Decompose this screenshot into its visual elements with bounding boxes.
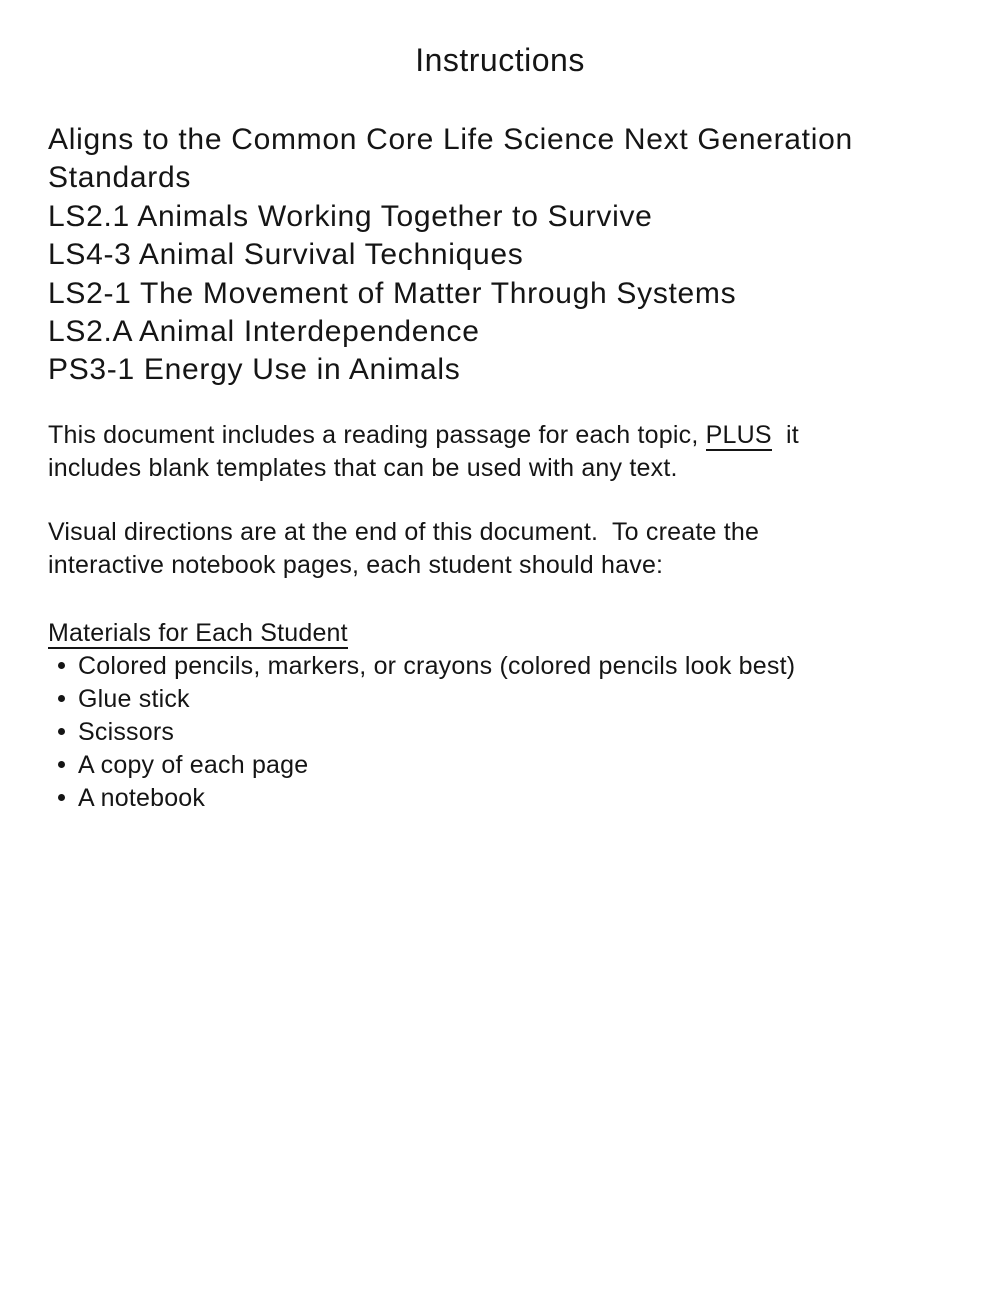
intro-paragraph-line: includes blank templates that can be used with any text. (48, 454, 678, 482)
list-item-text: A copy of each page (78, 751, 309, 779)
intro-paragraph (48, 419, 960, 485)
list-item-text: Scissors (78, 718, 175, 746)
list-item-text: Colored pencils, markers, or crayons (colored pencils look best) (78, 652, 796, 680)
list-item (48, 650, 960, 683)
standards-line: Standards (48, 161, 192, 195)
directions-paragraph (48, 516, 960, 582)
list-item (48, 683, 960, 716)
materials-heading-line (48, 617, 960, 650)
standards-line: LS2.1 Animals Working Together to Survive (48, 199, 653, 233)
materials-heading: Materials for Each Student (48, 619, 348, 647)
page-title: Instructions (415, 42, 585, 78)
list-item-text: A notebook (78, 784, 206, 812)
materials-section (48, 617, 960, 815)
standards-line: Aligns to the Common Core Life Science Next Generation (48, 123, 853, 156)
directions-paragraph-line: Visual directions are at the end of this document. To create the (48, 518, 760, 546)
standards-list (48, 121, 960, 390)
intro-paragraph-line (48, 419, 960, 452)
list-item (48, 749, 960, 782)
materials-list (48, 650, 960, 815)
standards-line: LS2.A Animal Interdependence (48, 315, 480, 349)
intro-text-pre: This document includes a reading passage for each topic, (48, 421, 706, 449)
standards-line: LS2-1 The Movement of Matter Through Systems (48, 276, 737, 310)
intro-text-post: it (771, 421, 799, 449)
list-item-text: Glue stick (78, 685, 190, 713)
standards-line: LS4-3 Animal Survival Techniques (48, 238, 524, 272)
standards-line: PS3-1 Energy Use in Animals (48, 353, 461, 387)
plus-underlined-word: PLUS (705, 421, 772, 449)
directions-paragraph-line: interactive notebook pages, each student should have: (48, 551, 664, 579)
list-item (48, 716, 960, 749)
list-item (48, 782, 960, 815)
